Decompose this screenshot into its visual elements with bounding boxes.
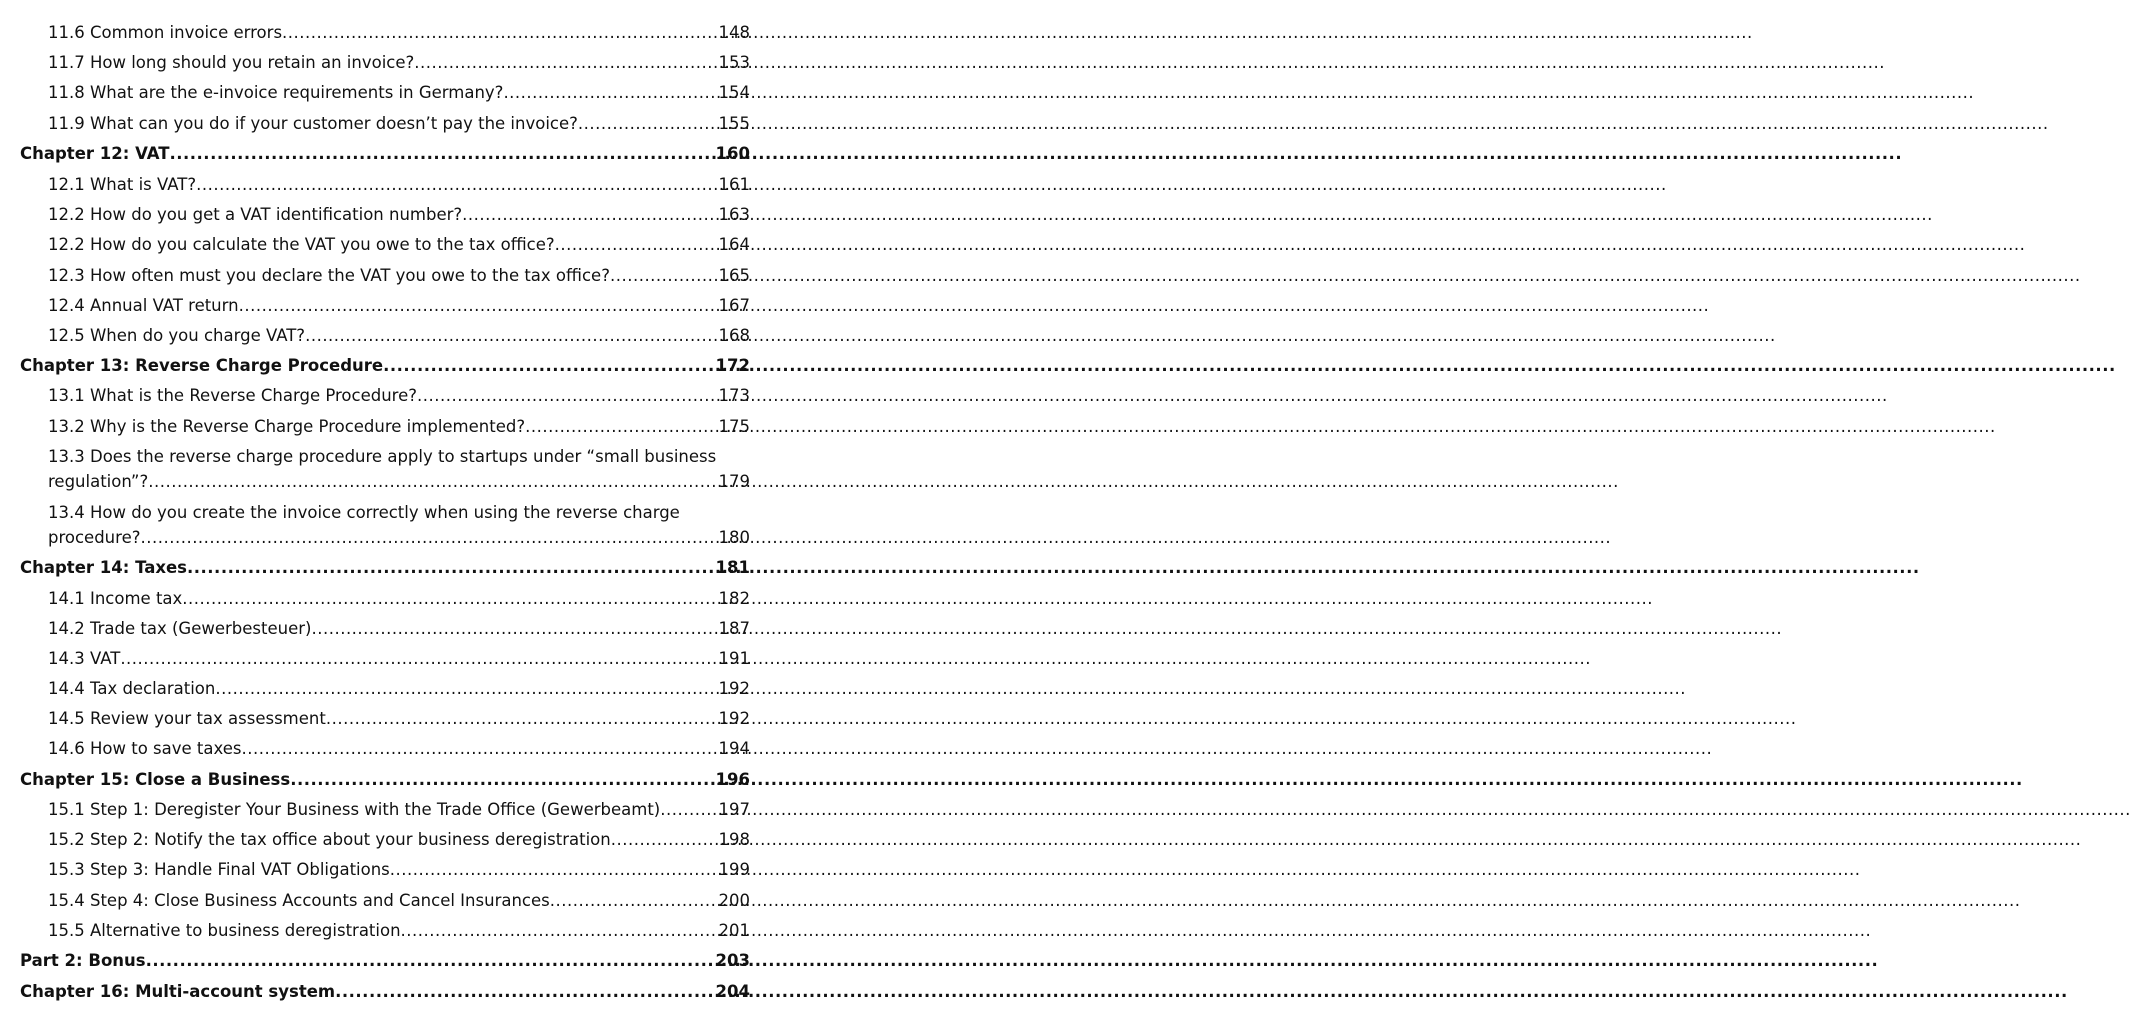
- dot-leader: [169, 141, 713, 166]
- toc-entry: [48, 202, 750, 227]
- toc-chapter-entry: [20, 555, 750, 580]
- toc-entry-title: 15.2 Step 2: Notify the tax office about your business deregistration: [48, 830, 611, 849]
- toc-chapter-title: Part 2: Bonus: [20, 951, 146, 970]
- toc-entry: [48, 383, 750, 408]
- toc-chapter-entry: [20, 353, 750, 378]
- dot-leader: [311, 616, 716, 641]
- toc-entry-title: 15.3 Step 3: Handle Final VAT Obligations: [48, 860, 390, 879]
- toc-chapter-title: Chapter 12: VAT: [20, 144, 170, 163]
- toc-entry-title: 13.2 Why is the Reverse Charge Procedure implemented?: [48, 417, 526, 436]
- toc-entry: [48, 20, 750, 45]
- dot-leader: [462, 202, 716, 227]
- toc-entry: [48, 857, 750, 882]
- dot-leader: [555, 232, 717, 257]
- toc-chapter-entry: [20, 141, 750, 166]
- toc-entry-title: regulation”?: [48, 472, 149, 491]
- toc-entry: [48, 111, 750, 136]
- toc-entry-title: 12.3 How often must you declare the VAT you owe to the tax office?: [48, 266, 610, 285]
- dot-leader: [196, 172, 716, 197]
- toc-entry-page: 200: [718, 891, 750, 910]
- toc-entry-title: 14.5 Review your tax assessment: [48, 709, 326, 728]
- toc-chapter-title: Chapter 16: Multi-account system: [20, 982, 336, 1001]
- toc-chapter-title: Chapter 14: Taxes: [20, 558, 187, 577]
- toc-entry: [48, 172, 750, 197]
- toc-entry: [48, 736, 750, 761]
- dot-leader: [578, 111, 717, 136]
- dot-leader: [242, 736, 717, 761]
- toc-entry-page: 155: [718, 114, 750, 133]
- toc-entry-page: 201: [718, 921, 750, 940]
- toc-entry: [48, 676, 750, 701]
- dot-leader: [383, 353, 713, 378]
- toc-entry-multiline: [48, 500, 750, 550]
- dot-leader: [417, 383, 716, 408]
- toc-entry: [48, 323, 750, 348]
- toc-entry: [48, 888, 750, 913]
- toc-entry-page: 199: [718, 860, 750, 879]
- toc-entry-page: 179: [718, 472, 750, 491]
- toc-entry-title: 12.4 Annual VAT return: [48, 296, 239, 315]
- toc-entry-title: 11.9 What can you do if your customer doesn’t pay the invoice?: [48, 114, 578, 133]
- toc-entry: [48, 414, 750, 439]
- toc-entry-title: 15.4 Step 4: Close Business Accounts and Cancel Insurances: [48, 891, 550, 910]
- toc-entry-page: 164: [718, 235, 750, 254]
- toc-entry-title: 14.3 VAT: [48, 649, 121, 668]
- toc-entry: [48, 50, 750, 75]
- toc-entry-page: 187: [718, 619, 750, 638]
- dot-leader: [390, 857, 717, 882]
- toc-entry-page: 165: [718, 266, 750, 285]
- toc-entry-title: 14.2 Trade tax (Gewerbesteuer): [48, 619, 312, 638]
- toc-part-entry: [20, 948, 750, 973]
- toc-entry-page: 180: [718, 528, 750, 547]
- toc-entry-title: 15.1 Step 1: Deregister Your Business with the Trade Office (Gewerbeamt): [48, 800, 661, 819]
- toc-entry: [48, 263, 750, 288]
- dot-leader: [326, 706, 717, 731]
- toc-entry-title: 11.7 How long should you retain an invoice?: [48, 53, 415, 72]
- toc-entry-page: 161: [718, 175, 750, 194]
- toc-entry-title: 12.2 How do you calculate the VAT you owe to the tax office?: [48, 235, 555, 254]
- toc-entry-title: 12.5 When do you charge VAT?: [48, 326, 306, 345]
- toc-entry: [48, 586, 750, 611]
- toc-chapter-title: Chapter 13: Reverse Charge Procedure: [20, 356, 384, 375]
- toc-entry-page: 192: [718, 709, 750, 728]
- toc-entry: [48, 646, 750, 671]
- dot-leader: [140, 525, 716, 550]
- dot-leader: [401, 918, 717, 943]
- dot-leader: [146, 948, 714, 973]
- dot-leader: [305, 323, 716, 348]
- table-of-contents: [0, 0, 783, 1024]
- dot-leader: [148, 469, 716, 494]
- toc-entry-multiline: [48, 444, 750, 494]
- dot-leader: [503, 80, 716, 105]
- toc-entry-page: 154: [718, 83, 750, 102]
- toc-entry-page: 198: [718, 830, 750, 849]
- toc-entry-page: 163: [718, 205, 750, 224]
- toc-entry-page: 197: [718, 800, 750, 819]
- toc-entry-title: procedure?: [48, 528, 141, 547]
- toc-entry-page: 192: [718, 679, 750, 698]
- dot-leader: [239, 293, 717, 318]
- toc-entry: [48, 918, 750, 943]
- toc-entry: [48, 827, 750, 852]
- dot-leader: [187, 555, 714, 580]
- toc-entry-page: 153: [718, 53, 750, 72]
- toc-chapter-entry: [20, 979, 750, 1004]
- toc-entry-title: 15.5 Alternative to business deregistration: [48, 921, 401, 940]
- toc-entry-title-line1: 13.4 How do you create the invoice correctly when using the reverse charge: [48, 503, 680, 522]
- toc-chapter-page: 204: [715, 982, 750, 1001]
- toc-entry-page: 191: [718, 649, 750, 668]
- dot-leader: [282, 20, 716, 45]
- dot-leader: [525, 414, 716, 439]
- toc-entry-page: 182: [718, 589, 750, 608]
- toc-entry-title-line1: 13.3 Does the reverse charge procedure apply to startups under “small business: [48, 447, 717, 466]
- toc-chapter-page: 203: [715, 951, 750, 970]
- dot-leader: [120, 646, 716, 671]
- dot-leader: [550, 888, 717, 913]
- toc-entry-title: 12.1 What is VAT?: [48, 175, 197, 194]
- toc-chapter-entry: [20, 767, 750, 792]
- toc-chapter-page: 196: [715, 770, 750, 789]
- toc-entry: [48, 616, 750, 641]
- dot-leader: [611, 827, 717, 852]
- toc-entry: [48, 80, 750, 105]
- toc-entry-title: 14.4 Tax declaration: [48, 679, 216, 698]
- dot-leader: [182, 586, 716, 611]
- toc-chapter-page: 172: [715, 356, 750, 375]
- toc-entry: [48, 232, 750, 257]
- toc-entry-title: 11.6 Common invoice errors: [48, 23, 283, 42]
- toc-entry-title: 13.1 What is the Reverse Charge Procedure?: [48, 386, 418, 405]
- toc-chapter-page: 160: [715, 144, 750, 163]
- toc-entry-page: 194: [718, 739, 750, 758]
- toc-entry-page: 173: [718, 386, 750, 405]
- toc-entry-page: 148: [718, 23, 750, 42]
- toc-entry: [48, 706, 750, 731]
- dot-leader: [215, 676, 716, 701]
- toc-entry-page: 168: [718, 326, 750, 345]
- toc-entry-title: 11.8 What are the e-invoice requirements in Germany?: [48, 83, 504, 102]
- dot-leader: [610, 263, 717, 288]
- dot-leader: [414, 50, 716, 75]
- toc-entry-page: 167: [718, 296, 750, 315]
- toc-entry-title: 14.1 Income tax: [48, 589, 183, 608]
- toc-chapter-page: 181: [715, 558, 750, 577]
- toc-chapter-title: Chapter 15: Close a Business: [20, 770, 291, 789]
- toc-entry: [48, 797, 750, 822]
- toc-entry-page: 175: [718, 417, 750, 436]
- dot-leader: [335, 979, 713, 1004]
- toc-entry-title: 12.2 How do you get a VAT identification number?: [48, 205, 463, 224]
- toc-entry: [48, 293, 750, 318]
- dot-leader: [660, 797, 716, 822]
- toc-entry-title: 14.6 How to save taxes: [48, 739, 242, 758]
- dot-leader: [290, 767, 713, 792]
